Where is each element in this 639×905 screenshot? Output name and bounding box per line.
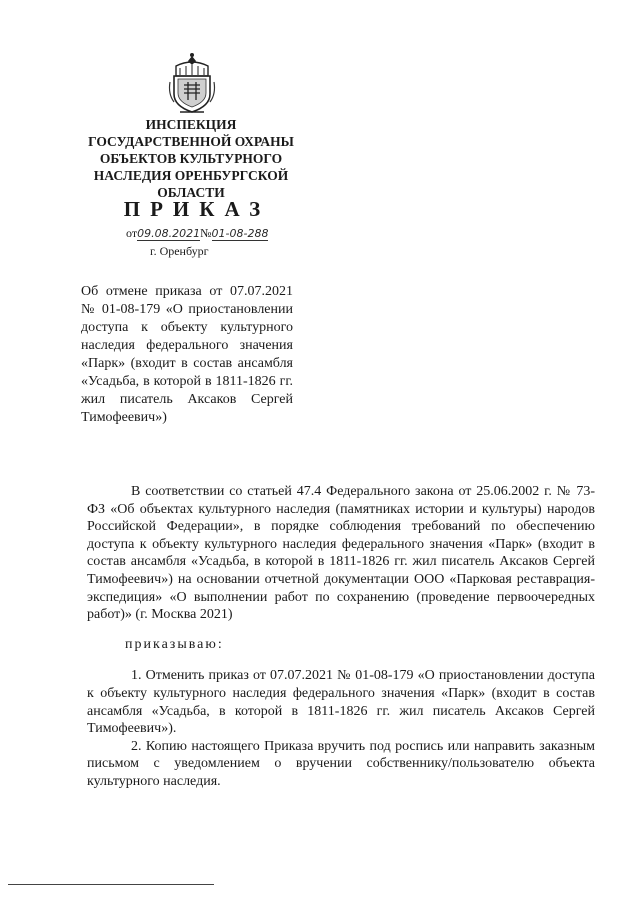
order-body — [87, 483, 595, 791]
organization-name — [84, 116, 298, 201]
org-line: ОБЛАСТИ — [157, 185, 225, 200]
date-value: 09.08.2021 — [137, 227, 201, 240]
number-value: 01-08-288 — [211, 227, 269, 240]
document-type: ПРИКАЗ — [123, 197, 271, 221]
org-line: ИНСПЕКЦИЯ — [145, 117, 237, 132]
order-item: 1. Отменить приказ от 07.07.2021 № 01-08-179 «О приостановлении доступа к объекту культурного наследия федерального значения «Парк» (входит в состав ансамбля «Усадьба, в которой в 1811-1826 гг. жил писатель Аксаков Сергей Тимофеевич»). — [87, 668, 595, 737]
order-subject — [81, 283, 293, 427]
order-word: приказываю: — [125, 636, 224, 652]
city: г. Оренбург — [150, 244, 209, 258]
org-line: НАСЛЕДИЯ ОРЕНБУРГСКОЙ — [93, 168, 289, 183]
date-prefix: от — [126, 226, 138, 240]
order-item: 2. Копию настоящего Приказа вручить под роспись или направить заказным письмом с уведомлением о вручении собственнику/пользователю объекта культурного наследия. — [87, 738, 595, 789]
number-prefix: № — [200, 226, 212, 240]
coat-of-arms-icon — [166, 52, 218, 116]
org-line: ОБЪЕКТОВ КУЛЬТУРНОГО — [99, 151, 283, 166]
date-number-line — [126, 226, 268, 241]
footer-divider — [8, 884, 214, 885]
preamble-paragraph: В соответствии со статьей 47.4 Федерального закона от 25.06.2002 г. № 73-ФЗ «Об объектах культурного наследия (памятниках истории и культуры) народов Российской Федерации», в порядке соблюдения требований по обеспечению доступа к объекту культурного наследия федерального значения «Парк» (входит в состав ансамбля «Усадьба, в которой в 1811-1826 гг. жил писатель Аксаков Сергей Тимофеевич») на основании отчетной документации ООО «Парковая реставрация-экспедиция» «О выполнении работ по сохранению (проведение первоочередных работ)» (г. Москва 2021) — [87, 484, 595, 623]
subject-text: Об отмене приказа от 07.07.2021 № 01-08-179 «О приостановлении доступа к объекту культурного наследия федерального значения «Парк» (входит в состав ансамбля «Усадьба, в которой в 1811-1826 гг. жил писатель Аксаков Сергей Тимофеевич») — [81, 284, 293, 425]
org-line: ГОСУДАРСТВЕННОЙ ОХРАНЫ — [88, 134, 294, 149]
